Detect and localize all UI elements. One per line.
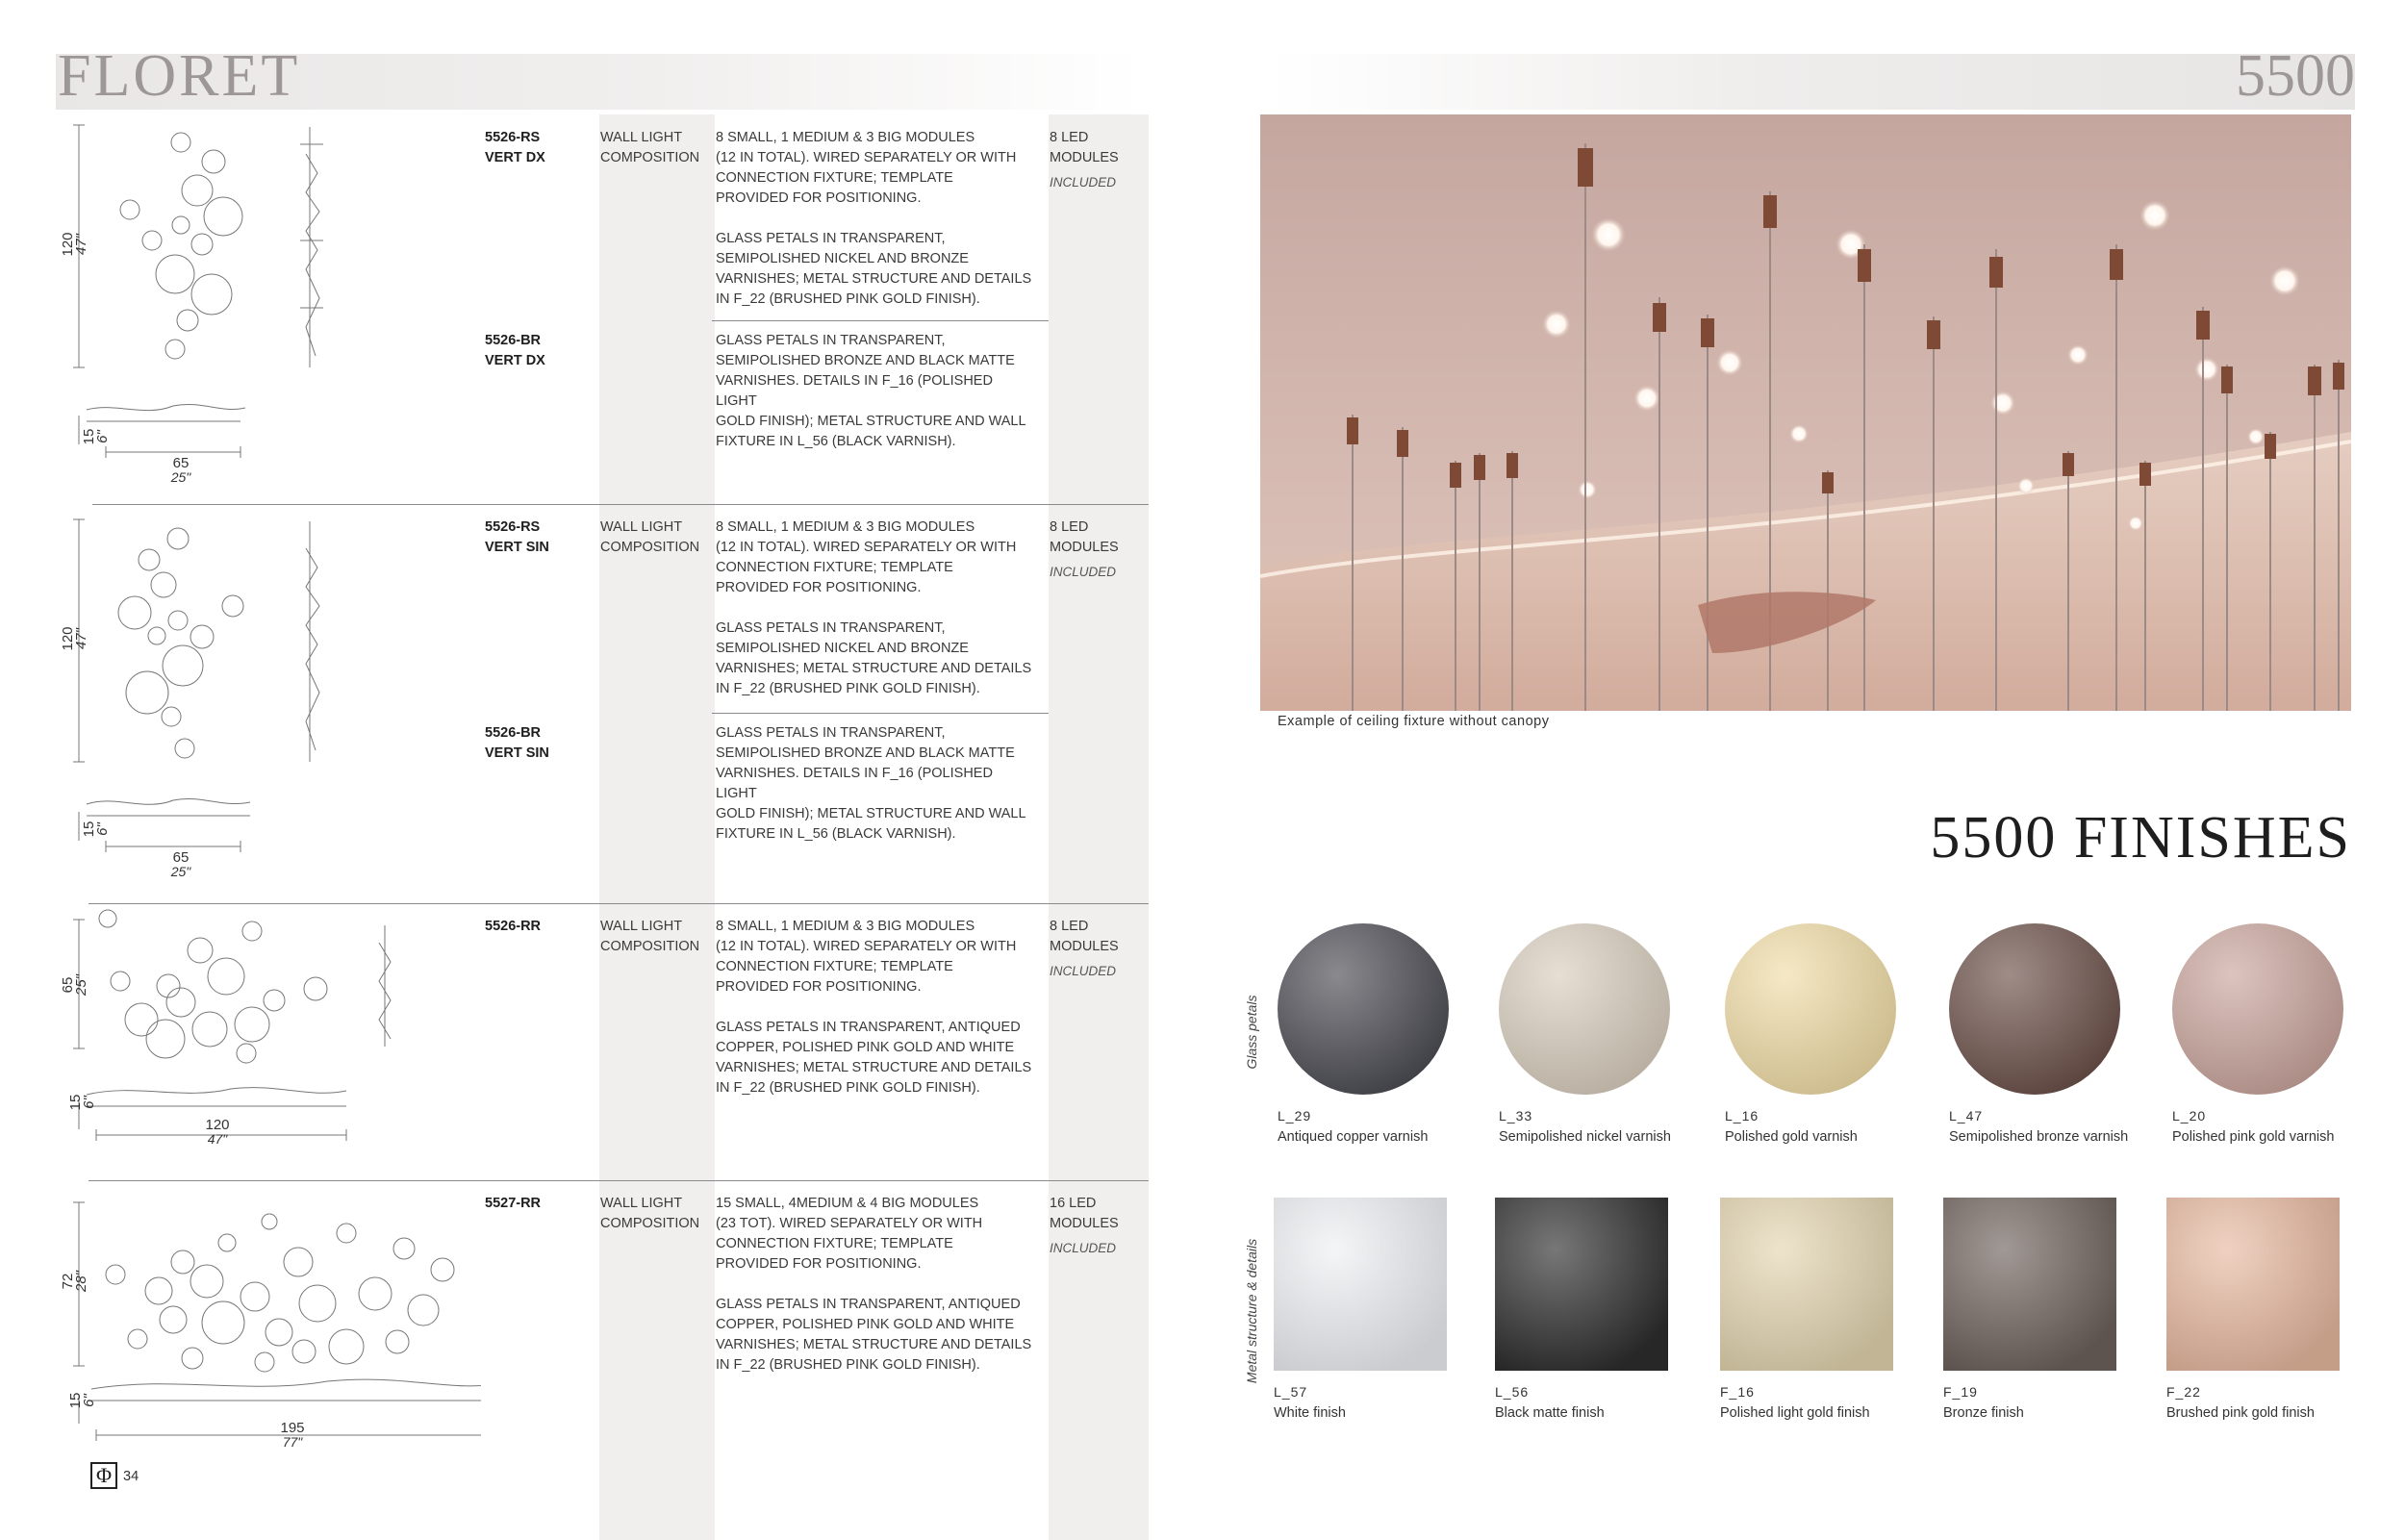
finishes-title: 5500 FINISHES — [1930, 805, 2351, 871]
model-code: 5526-RS VERT DX — [485, 130, 545, 165]
finish-swatch-f_16 — [1720, 1198, 1893, 1421]
finish-code: L_16 — [1725, 1108, 1759, 1123]
photo-caption: Example of ceiling fixture without canopy — [1278, 714, 1550, 729]
finish-name: Bronze finish — [1943, 1405, 2024, 1421]
finish-code: L_29 — [1278, 1108, 1312, 1123]
finish-sample — [1949, 923, 2120, 1095]
finish-name: Antiqued copper varnish — [1278, 1129, 1429, 1145]
finish-name: Brushed pink gold finish — [2166, 1405, 2315, 1421]
finish-swatch-l_16 — [1725, 923, 1896, 1145]
width-dimension: 65 25" — [170, 455, 191, 485]
finish-swatch-f_19 — [1943, 1198, 2116, 1421]
glass-petals-label: Glass petals — [1244, 995, 1259, 1070]
finish-sample — [1499, 923, 1670, 1095]
model-code: 5527-RR — [485, 1196, 542, 1211]
model-type: WALL LIGHT COMPOSITION — [600, 519, 700, 555]
finish-sample — [2166, 1198, 2340, 1371]
metal-structure-label: Metal structure & details — [1244, 1238, 1259, 1384]
row-divider — [712, 320, 1049, 321]
finish-name: Semipolished bronze varnish — [1949, 1129, 2129, 1145]
finish-sample — [1720, 1198, 1893, 1371]
brand-logo-icon: Φ — [90, 1462, 117, 1489]
depth-dimension: 15 6" — [81, 820, 111, 838]
finish-name: Polished light gold finish — [1720, 1405, 1870, 1421]
finish-code: L_57 — [1274, 1384, 1308, 1400]
header-band-right — [1268, 54, 2355, 110]
finish-sample — [1274, 1198, 1447, 1371]
height-dimension: 65 25" — [60, 974, 89, 997]
model-type: WALL LIGHT COMPOSITION — [600, 919, 700, 954]
led-note: INCLUDED — [1050, 1241, 1117, 1255]
page-title: FLORET — [58, 43, 301, 109]
model-code: 5526-BR VERT SIN — [485, 725, 549, 761]
width-dimension: 65 25" — [170, 849, 191, 879]
led-info: 8 LED MODULES — [1050, 519, 1119, 555]
finish-swatch-l_29 — [1278, 923, 1449, 1145]
led-info: 8 LED MODULES — [1050, 919, 1119, 954]
height-dimension: 72 28" — [60, 1271, 89, 1293]
finish-swatch-l_33 — [1499, 923, 1671, 1145]
finish-code: F_16 — [1720, 1384, 1755, 1400]
model-description: GLASS PETALS IN TRANSPARENT, SEMIPOLISHED BRONZE AND BLACK MATTE VARNISHES. DETAILS IN F_16 (POLISHED LIGHT GOLD FINISH); METAL STRUCTURE AND WALL FIXTURE IN L_56 (BLACK VARNISH). — [716, 725, 1026, 842]
model-description: GLASS PETALS IN TRANSPARENT, SEMIPOLISHED BRONZE AND BLACK MATTE VARNISHES. DETAILS IN F_16 (POLISHED LIGHT GOLD FINISH); METAL STRUCTURE AND WALL FIXTURE IN L_56 (BLACK VARNISH). — [716, 333, 1026, 449]
finish-name: White finish — [1274, 1405, 1346, 1421]
finish-code: L_56 — [1495, 1384, 1530, 1400]
height-dimension: 120 47" — [60, 232, 89, 257]
depth-dimension: 15 6" — [67, 1094, 97, 1111]
ceiling-fixture-photo — [1260, 114, 2351, 711]
depth-dimension: 15 6" — [81, 428, 111, 445]
model-description: 8 SMALL, 1 MEDIUM & 3 BIG MODULES (12 IN TOTAL). WIRED SEPARATELY OR WITH CONNECTION FIXTURE; TEMPLATE PROVIDED FOR POSITIONING. GLASS PETALS IN TRANSPARENT, SEMIPOLISHED NICKEL AND BRONZE VARNISHES; METAL STRUCTURE AND DETAILS IN F_22 (BRUSHED PINK GOLD FINISH). — [716, 130, 1032, 307]
model-type: WALL LIGHT COMPOSITION — [600, 1196, 700, 1231]
led-note: INCLUDED — [1050, 565, 1117, 579]
finish-sample — [2172, 923, 2343, 1095]
finish-name: Polished gold varnish — [1725, 1129, 1858, 1145]
model-type: WALL LIGHT COMPOSITION — [600, 130, 700, 165]
finish-code: L_20 — [2172, 1108, 2207, 1123]
finish-code: F_19 — [1943, 1384, 1978, 1400]
finish-sample — [1278, 923, 1449, 1095]
finish-swatch-f_22 — [2166, 1198, 2340, 1421]
technical-drawings — [58, 115, 481, 1491]
finish-swatch-l_20 — [2172, 923, 2343, 1145]
finish-swatch-l_57 — [1274, 1198, 1447, 1421]
width-dimension: 120 47" — [205, 1117, 230, 1147]
finish-sample — [1495, 1198, 1668, 1371]
collection-number: 5500 — [2236, 43, 2355, 109]
finish-code: F_22 — [2166, 1384, 2201, 1400]
model-description: 15 SMALL, 4MEDIUM & 4 BIG MODULES (23 TOT). WIRED SEPARATELY OR WITH CONNECTION FIXTURE; TEMPLATE PROVIDED FOR POSITIONING. GLASS PETALS IN TRANSPARENT, ANTIQUED COPPER, POLISHED PINK GOLD AND WHITE VARNISHES; METAL STRUCTURE AND DETAILS IN F_22 (BRUSHED PINK GOLD FINISH). — [716, 1196, 1032, 1373]
glass-finishes-row — [1268, 923, 2355, 1154]
row-divider — [712, 713, 1049, 714]
finish-swatch-l_47 — [1949, 923, 2128, 1145]
finish-code: L_33 — [1499, 1108, 1533, 1123]
led-column — [1049, 114, 1149, 1540]
led-note: INCLUDED — [1050, 175, 1117, 189]
finish-sample — [1725, 923, 1896, 1095]
led-info: 16 LED MODULES — [1050, 1196, 1119, 1231]
finish-name: Polished pink gold varnish — [2172, 1129, 2335, 1145]
led-note: INCLUDED — [1050, 964, 1117, 978]
led-info: 8 LED MODULES — [1050, 130, 1119, 165]
finish-sample — [1943, 1198, 2116, 1371]
finish-name: Semipolished nickel varnish — [1499, 1129, 1671, 1145]
height-dimension: 120 47" — [60, 626, 89, 651]
width-dimension: 195 77" — [280, 1420, 305, 1450]
finish-swatch-l_56 — [1495, 1198, 1668, 1421]
model-code: 5526-RS VERT SIN — [485, 519, 549, 555]
page-number: 34 — [123, 1469, 139, 1484]
metal-finishes-row — [1268, 1198, 2355, 1428]
type-column — [599, 114, 715, 1540]
model-description: 8 SMALL, 1 MEDIUM & 3 BIG MODULES (12 IN TOTAL). WIRED SEPARATELY OR WITH CONNECTION FIXTURE; TEMPLATE PROVIDED FOR POSITIONING. GLASS PETALS IN TRANSPARENT, SEMIPOLISHED NICKEL AND BRONZE VARNISHES; METAL STRUCTURE AND DETAILS IN F_22 (BRUSHED PINK GOLD FINISH). — [716, 519, 1032, 696]
photo-illustration — [1260, 114, 2351, 711]
finish-code: L_47 — [1949, 1108, 1984, 1123]
model-code: 5526-BR VERT DX — [485, 333, 545, 368]
depth-dimension: 15 6" — [67, 1392, 97, 1409]
finish-name: Black matte finish — [1495, 1405, 1605, 1421]
model-description: 8 SMALL, 1 MEDIUM & 3 BIG MODULES (12 IN TOTAL). WIRED SEPARATELY OR WITH CONNECTION FIXTURE; TEMPLATE PROVIDED FOR POSITIONING. GLASS PETALS IN TRANSPARENT, ANTIQUED COPPER, POLISHED PINK GOLD AND WHITE VARNISHES; METAL STRUCTURE AND DETAILS IN F_22 (BRUSHED PINK GOLD FINISH). — [716, 919, 1032, 1096]
model-code: 5526-RR — [485, 919, 542, 934]
